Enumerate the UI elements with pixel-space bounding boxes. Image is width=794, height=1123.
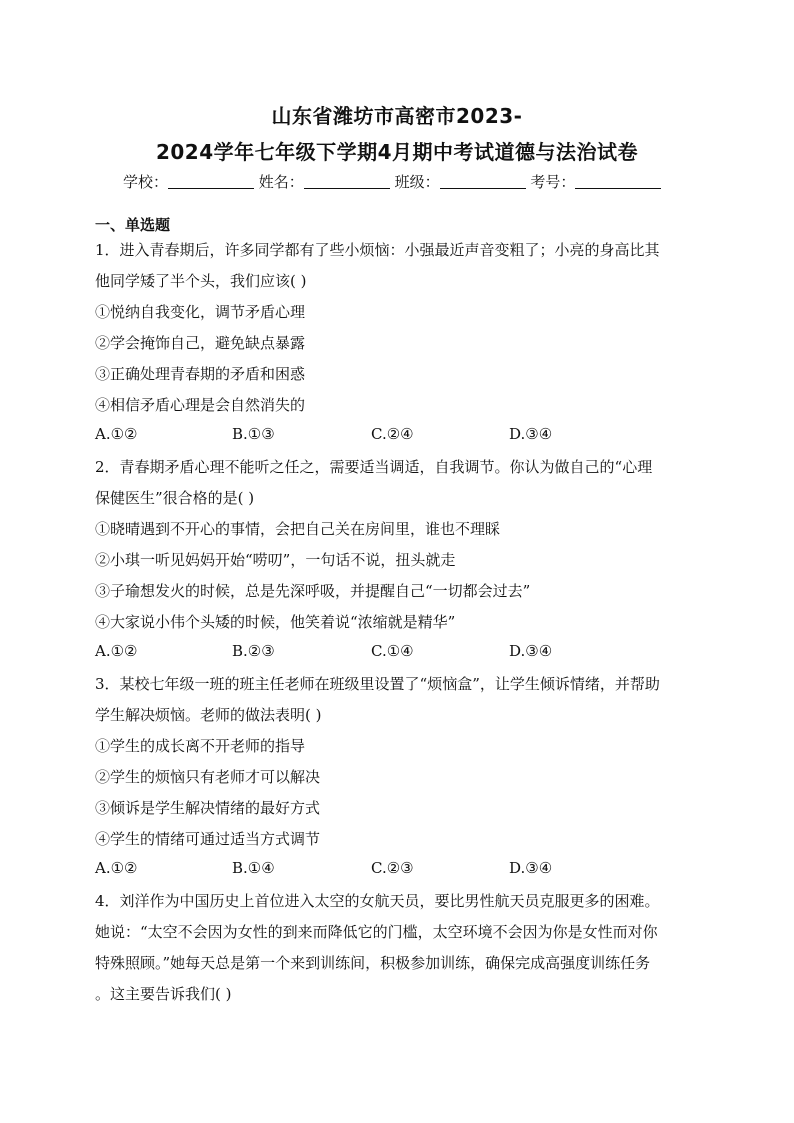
option-c[interactable]: C.②③ <box>371 859 414 877</box>
question-3-item-3: ③倾诉是学生解决情绪的最好方式 <box>95 799 321 817</box>
question-2-item-1: ①晓晴遇到不开心的事情，会把自己关在房间里，谁也不理睬 <box>95 520 501 538</box>
exam-no-label: 考号： <box>530 173 576 191</box>
option-b[interactable]: B.②③ <box>232 642 275 660</box>
option-c[interactable]: C.②④ <box>371 425 414 443</box>
option-a[interactable]: A.①② <box>95 859 138 877</box>
option-d[interactable]: D.③④ <box>509 859 553 877</box>
option-b[interactable]: B.①④ <box>232 859 275 877</box>
question-4-line-1: 4．刘洋作为中国历史上首位进入太空的女航天员，要比男性航天员克服更多的困难。 <box>95 892 660 910</box>
name-label: 姓名： <box>258 173 304 191</box>
school-blank[interactable] <box>168 174 254 189</box>
question-1-item-2: ②学会掩饰自己，避免缺点暴露 <box>95 334 306 352</box>
question-1-item-3: ③正确处理青春期的矛盾和困惑 <box>95 365 306 383</box>
exam-title-line-2: 2024学年七年级下学期4月期中考试道德与法治试卷 <box>155 140 639 164</box>
class-label: 班级： <box>394 173 440 191</box>
question-3-line-2: 学生解决烦恼。老师的做法表明( ) <box>95 706 322 724</box>
question-3-line-1: 3．某校七年级一班的班主任老师在班级里设置了“烦恼盒”，让学生倾诉情绪，并帮助 <box>95 675 660 693</box>
question-4-line-3: 特殊照顾。”她每天总是第一个来到训练间，积极参加训练，确保完成高强度训练任务 <box>95 954 651 972</box>
question-2-line-2: 保健医生”很合格的是( ) <box>95 489 255 507</box>
exam-title-line-1: 山东省潍坊市高密市2023- <box>271 104 523 128</box>
question-2-line-1: 2．青春期矛盾心理不能听之任之，需要适当调适，自我调节。你认为做自己的“心理 <box>95 458 653 476</box>
question-3-item-4: ④学生的情绪可通过适当方式调节 <box>95 830 321 848</box>
option-d[interactable]: D.③④ <box>509 425 553 443</box>
question-2-item-3: ③子瑜想发火的时候，总是先深呼吸，并提醒自己“一切都会过去” <box>95 582 531 600</box>
option-a[interactable]: A.①② <box>95 642 138 660</box>
option-c[interactable]: C.①④ <box>371 642 414 660</box>
name-blank[interactable] <box>304 174 390 189</box>
class-blank[interactable] <box>440 174 526 189</box>
option-b[interactable]: B.①③ <box>232 425 275 443</box>
question-1-item-4: ④相信矛盾心理是会自然消失的 <box>95 396 306 414</box>
question-2-item-2: ②小琪一听见妈妈开始“唠叨”，一句话不说，扭头就走 <box>95 551 456 569</box>
option-a[interactable]: A.①② <box>95 425 138 443</box>
question-4-line-2: 她说：“太空不会因为女性的到来而降低它的门槛，太空环境不会因为你是女性而对你 <box>95 923 658 941</box>
question-3-item-2: ②学生的烦恼只有老师才可以解决 <box>95 768 321 786</box>
section-heading: 一、单选题 <box>95 216 171 234</box>
question-1-line-1: 1．进入青春期后，许多同学都有了些小烦恼：小强最近声音变粗了；小亮的身高比其 <box>95 241 660 259</box>
question-4-line-4: 。这主要告诉我们( ) <box>95 985 232 1003</box>
student-info-row <box>123 171 661 192</box>
question-1-line-2: 他同学矮了半个头，我们应该( ) <box>95 272 307 290</box>
question-2-item-4: ④大家说小伟个头矮的时候，他笑着说“浓缩就是精华” <box>95 613 456 631</box>
option-d[interactable]: D.③④ <box>509 642 553 660</box>
exam-no-blank[interactable] <box>575 174 661 189</box>
school-label: 学校： <box>123 173 169 191</box>
question-3-item-1: ①学生的成长离不开老师的指导 <box>95 737 306 755</box>
question-1-item-1: ①悦纳自我变化，调节矛盾心理 <box>95 303 306 321</box>
